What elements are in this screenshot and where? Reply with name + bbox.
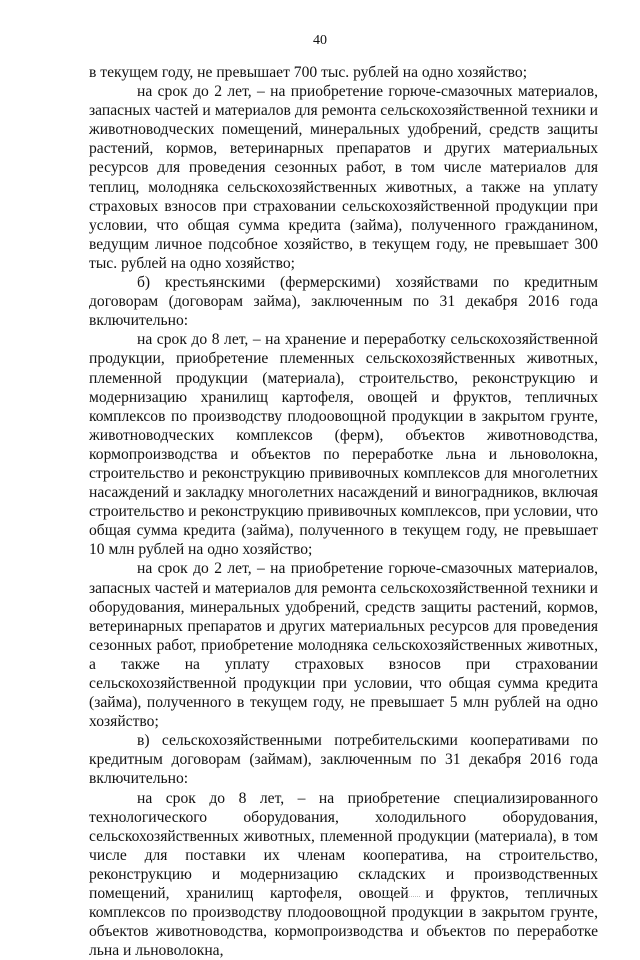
scan-artifact xyxy=(380,896,420,898)
page-number: 40 xyxy=(313,33,327,48)
paragraph-continuation: в текущем году, не превышает 700 тыс. рублей на одно хозяйство; xyxy=(89,64,528,81)
paragraph-item-b-farms: б) крестьянскими (фермерскими) хозяйствами по кредитным договорам (договорам займа), заключенным по 31 декабря 2016 года включительно: xyxy=(89,274,598,330)
paragraph-term-8-years-cooperatives: на срок до 8 лет, – на приобретение специализированного технологического оборудования, холодильного оборудования, сельскохозяйственных животных, племенной продукции (материала), в том числе для поставки их членам кооператива, на строительство, реконструкцию и модернизацию складских и производственных помещений, хранилищ картофеля, овощей и фруктов, тепличных комплексов по производству плодоовощной продукции в закрытом грунте, объектов животноводства, кормопроизводства и объектов по переработке льна и льноволокна, xyxy=(89,789,598,960)
paragraph-term-2-years-farms: на срок до 2 лет, – на приобретение горюче-смазочных материалов, запасных частей и материалов для ремонта сельскохозяйственной техники и оборудования, минеральных удобрений, средств защиты растений, кормов, ветеринарных препаратов и других материальных ресурсов для проведения сезонных работ, приобретение молодняка сельскохозяйственных животных, а также на уплату страховых взносов при страховании сельскохозяйственной продукции при условии, что общая сумма кредита (займа), полученного в текущем году, не превышает 5 млн рублей на одно хозяйство; xyxy=(89,560,598,731)
paragraph-term-8-years-farms: на срок до 8 лет, – на хранение и переработку сельскохозяйственной продукции, приобретение племенных сельскохозяйственных животных, племенной продукции (материала), строительство, реконструкцию и модернизацию хранилищ картофеля, овощей и фруктов, тепличных комплексов по производству плодоовощной продукции в закрытом грунте, животноводческих комплексов (ферм), объектов животноводства, кормопроизводства и объектов по переработке льна и льноволокна, строительство и реконструкцию прививочных комплексов для многолетних насаждений и закладку многолетних насаждений и виноградников, включая строительство и реконструкцию прививочных комплексов, при условии, что общая сумма кредита (займа), полученного в текущем году, не превышает 10 млн рублей на одно хозяйство; xyxy=(89,331,598,559)
paragraph-term-2-years-households: на срок до 2 лет, – на приобретение горюче-смазочных материалов, запасных частей и материалов для ремонта сельскохозяйственной техники и животноводческих помещений, минеральных удобрений, средств защиты растений, кормов, ветеринарных препаратов и других материальных ресурсов для проведения сезонных работ, в том числе материалов для теплиц, молодняка сельскохозяйственных животных, а также на уплату страховых взносов при страховании сельскохозяйственной продукции при условии, что общая сумма кредита (займа), полученного гражданином, ведущим личное подсобное хозяйство, в текущем году, не превышает 300 тыс. рублей на одно хозяйство; xyxy=(89,83,598,272)
document-body xyxy=(89,63,598,960)
paragraph-item-v-cooperatives: в) сельскохозяйственными потребительскими кооперативами по кредитным договорам (займам), заключенным по 31 декабря 2016 года включительно: xyxy=(89,732,598,788)
